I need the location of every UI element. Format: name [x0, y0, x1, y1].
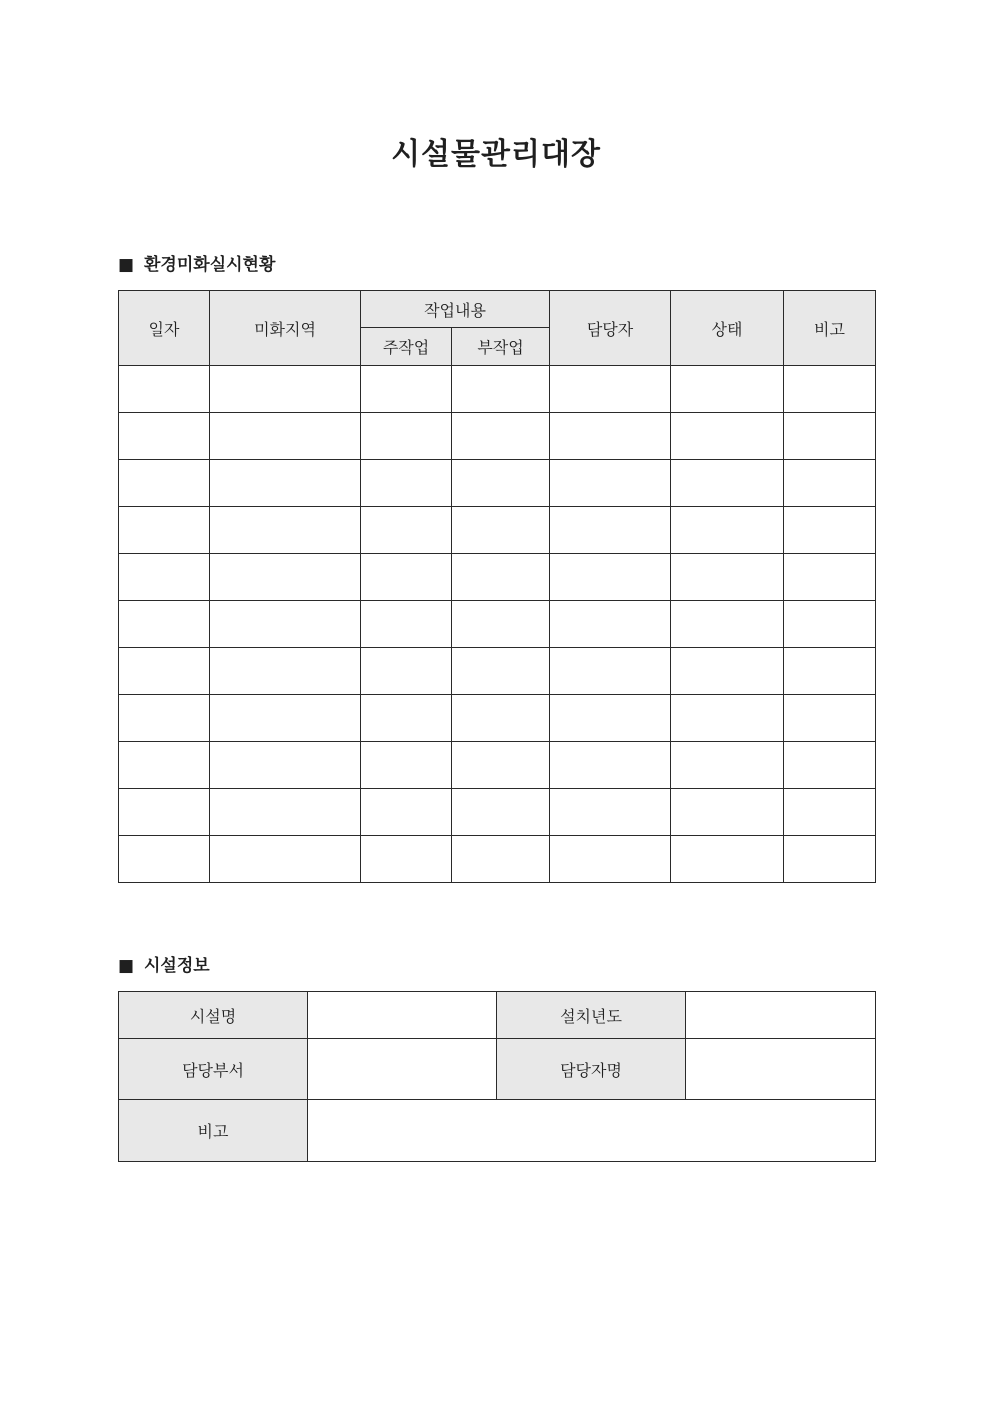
cell-area	[210, 601, 361, 648]
cell-status	[671, 836, 784, 883]
info-row	[119, 992, 876, 1039]
cell-note	[784, 695, 876, 742]
cell-sub-work	[452, 742, 550, 789]
table-row	[119, 695, 876, 742]
cell-manager	[550, 789, 671, 836]
cell-area	[210, 836, 361, 883]
square-bullet-icon: ■	[118, 956, 135, 976]
cell-date	[119, 695, 210, 742]
table-row	[119, 648, 876, 695]
label-department: 담당부서	[119, 1039, 308, 1100]
cell-manager	[550, 507, 671, 554]
cell-note	[784, 366, 876, 413]
cell-date	[119, 648, 210, 695]
cell-date	[119, 366, 210, 413]
cleaning-status-table	[118, 290, 876, 883]
cell-manager	[550, 366, 671, 413]
label-install-year: 설치년도	[497, 992, 686, 1039]
cell-sub-work	[452, 789, 550, 836]
label-facility-name: 시설명	[119, 992, 308, 1039]
cell-status	[671, 742, 784, 789]
cell-status	[671, 789, 784, 836]
column-header-work: 작업내용	[361, 291, 550, 328]
cell-status	[671, 695, 784, 742]
cell-area	[210, 648, 361, 695]
cell-date	[119, 507, 210, 554]
column-header-sub-work: 부작업	[452, 328, 550, 366]
cell-main-work	[361, 413, 452, 460]
value-department	[308, 1039, 497, 1100]
column-header-area: 미화지역	[210, 291, 361, 366]
cell-manager	[550, 413, 671, 460]
column-header-manager: 담당자	[550, 291, 671, 366]
cell-note	[784, 836, 876, 883]
table-row	[119, 789, 876, 836]
cell-date	[119, 413, 210, 460]
section-heading-cleaning-status	[118, 253, 275, 277]
cell-area	[210, 695, 361, 742]
cell-manager	[550, 601, 671, 648]
cell-note	[784, 648, 876, 695]
cell-sub-work	[452, 460, 550, 507]
cell-note	[784, 601, 876, 648]
cell-manager	[550, 695, 671, 742]
cell-status	[671, 413, 784, 460]
cell-status	[671, 648, 784, 695]
cell-area	[210, 460, 361, 507]
page-title: 시설물관리대장	[391, 137, 601, 172]
cell-main-work	[361, 695, 452, 742]
table-row	[119, 554, 876, 601]
info-row	[119, 1039, 876, 1100]
label-note: 비고	[119, 1100, 308, 1162]
value-facility-name	[308, 992, 497, 1039]
cell-sub-work	[452, 836, 550, 883]
cell-date	[119, 742, 210, 789]
cell-main-work	[361, 554, 452, 601]
section-heading-label: 환경미화실시현황	[144, 255, 276, 275]
column-header-status: 상태	[671, 291, 784, 366]
cell-status	[671, 366, 784, 413]
cell-sub-work	[452, 601, 550, 648]
cell-sub-work	[452, 413, 550, 460]
cell-area	[210, 742, 361, 789]
table-row	[119, 742, 876, 789]
cell-sub-work	[452, 648, 550, 695]
section-heading-facility-info	[118, 954, 210, 978]
cell-note	[784, 554, 876, 601]
cell-sub-work	[452, 554, 550, 601]
cell-main-work	[361, 836, 452, 883]
table-row	[119, 601, 876, 648]
cell-manager	[550, 460, 671, 507]
table-row	[119, 460, 876, 507]
cell-area	[210, 789, 361, 836]
value-note	[308, 1100, 876, 1162]
cell-status	[671, 554, 784, 601]
cell-status	[671, 460, 784, 507]
cell-area	[210, 554, 361, 601]
cell-manager	[550, 836, 671, 883]
section-heading-label: 시설정보	[144, 956, 210, 976]
cell-date	[119, 554, 210, 601]
cell-date	[119, 460, 210, 507]
table-header-row	[119, 291, 876, 328]
column-header-date: 일자	[119, 291, 210, 366]
cell-area	[210, 413, 361, 460]
cell-manager	[550, 742, 671, 789]
cell-note	[784, 507, 876, 554]
column-header-note: 비고	[784, 291, 876, 366]
cell-note	[784, 413, 876, 460]
cell-date	[119, 836, 210, 883]
cell-date	[119, 789, 210, 836]
value-manager-name	[686, 1039, 876, 1100]
cell-manager	[550, 554, 671, 601]
table-row	[119, 507, 876, 554]
cell-sub-work	[452, 507, 550, 554]
cell-main-work	[361, 648, 452, 695]
label-manager-name: 담당자명	[497, 1039, 686, 1100]
cell-sub-work	[452, 695, 550, 742]
cell-note	[784, 460, 876, 507]
cell-main-work	[361, 460, 452, 507]
table-row	[119, 413, 876, 460]
cell-sub-work	[452, 366, 550, 413]
cell-status	[671, 507, 784, 554]
cell-main-work	[361, 366, 452, 413]
cell-date	[119, 601, 210, 648]
cell-note	[784, 742, 876, 789]
info-row	[119, 1100, 876, 1162]
cell-manager	[550, 648, 671, 695]
value-install-year	[686, 992, 876, 1039]
cell-note	[784, 789, 876, 836]
cell-main-work	[361, 789, 452, 836]
cell-main-work	[361, 601, 452, 648]
cell-area	[210, 507, 361, 554]
cell-main-work	[361, 507, 452, 554]
square-bullet-icon: ■	[118, 255, 135, 275]
facility-info-table	[118, 991, 876, 1162]
column-header-main-work: 주작업	[361, 328, 452, 366]
cell-area	[210, 366, 361, 413]
table-row	[119, 366, 876, 413]
table-row	[119, 836, 876, 883]
cell-status	[671, 601, 784, 648]
cell-main-work	[361, 742, 452, 789]
